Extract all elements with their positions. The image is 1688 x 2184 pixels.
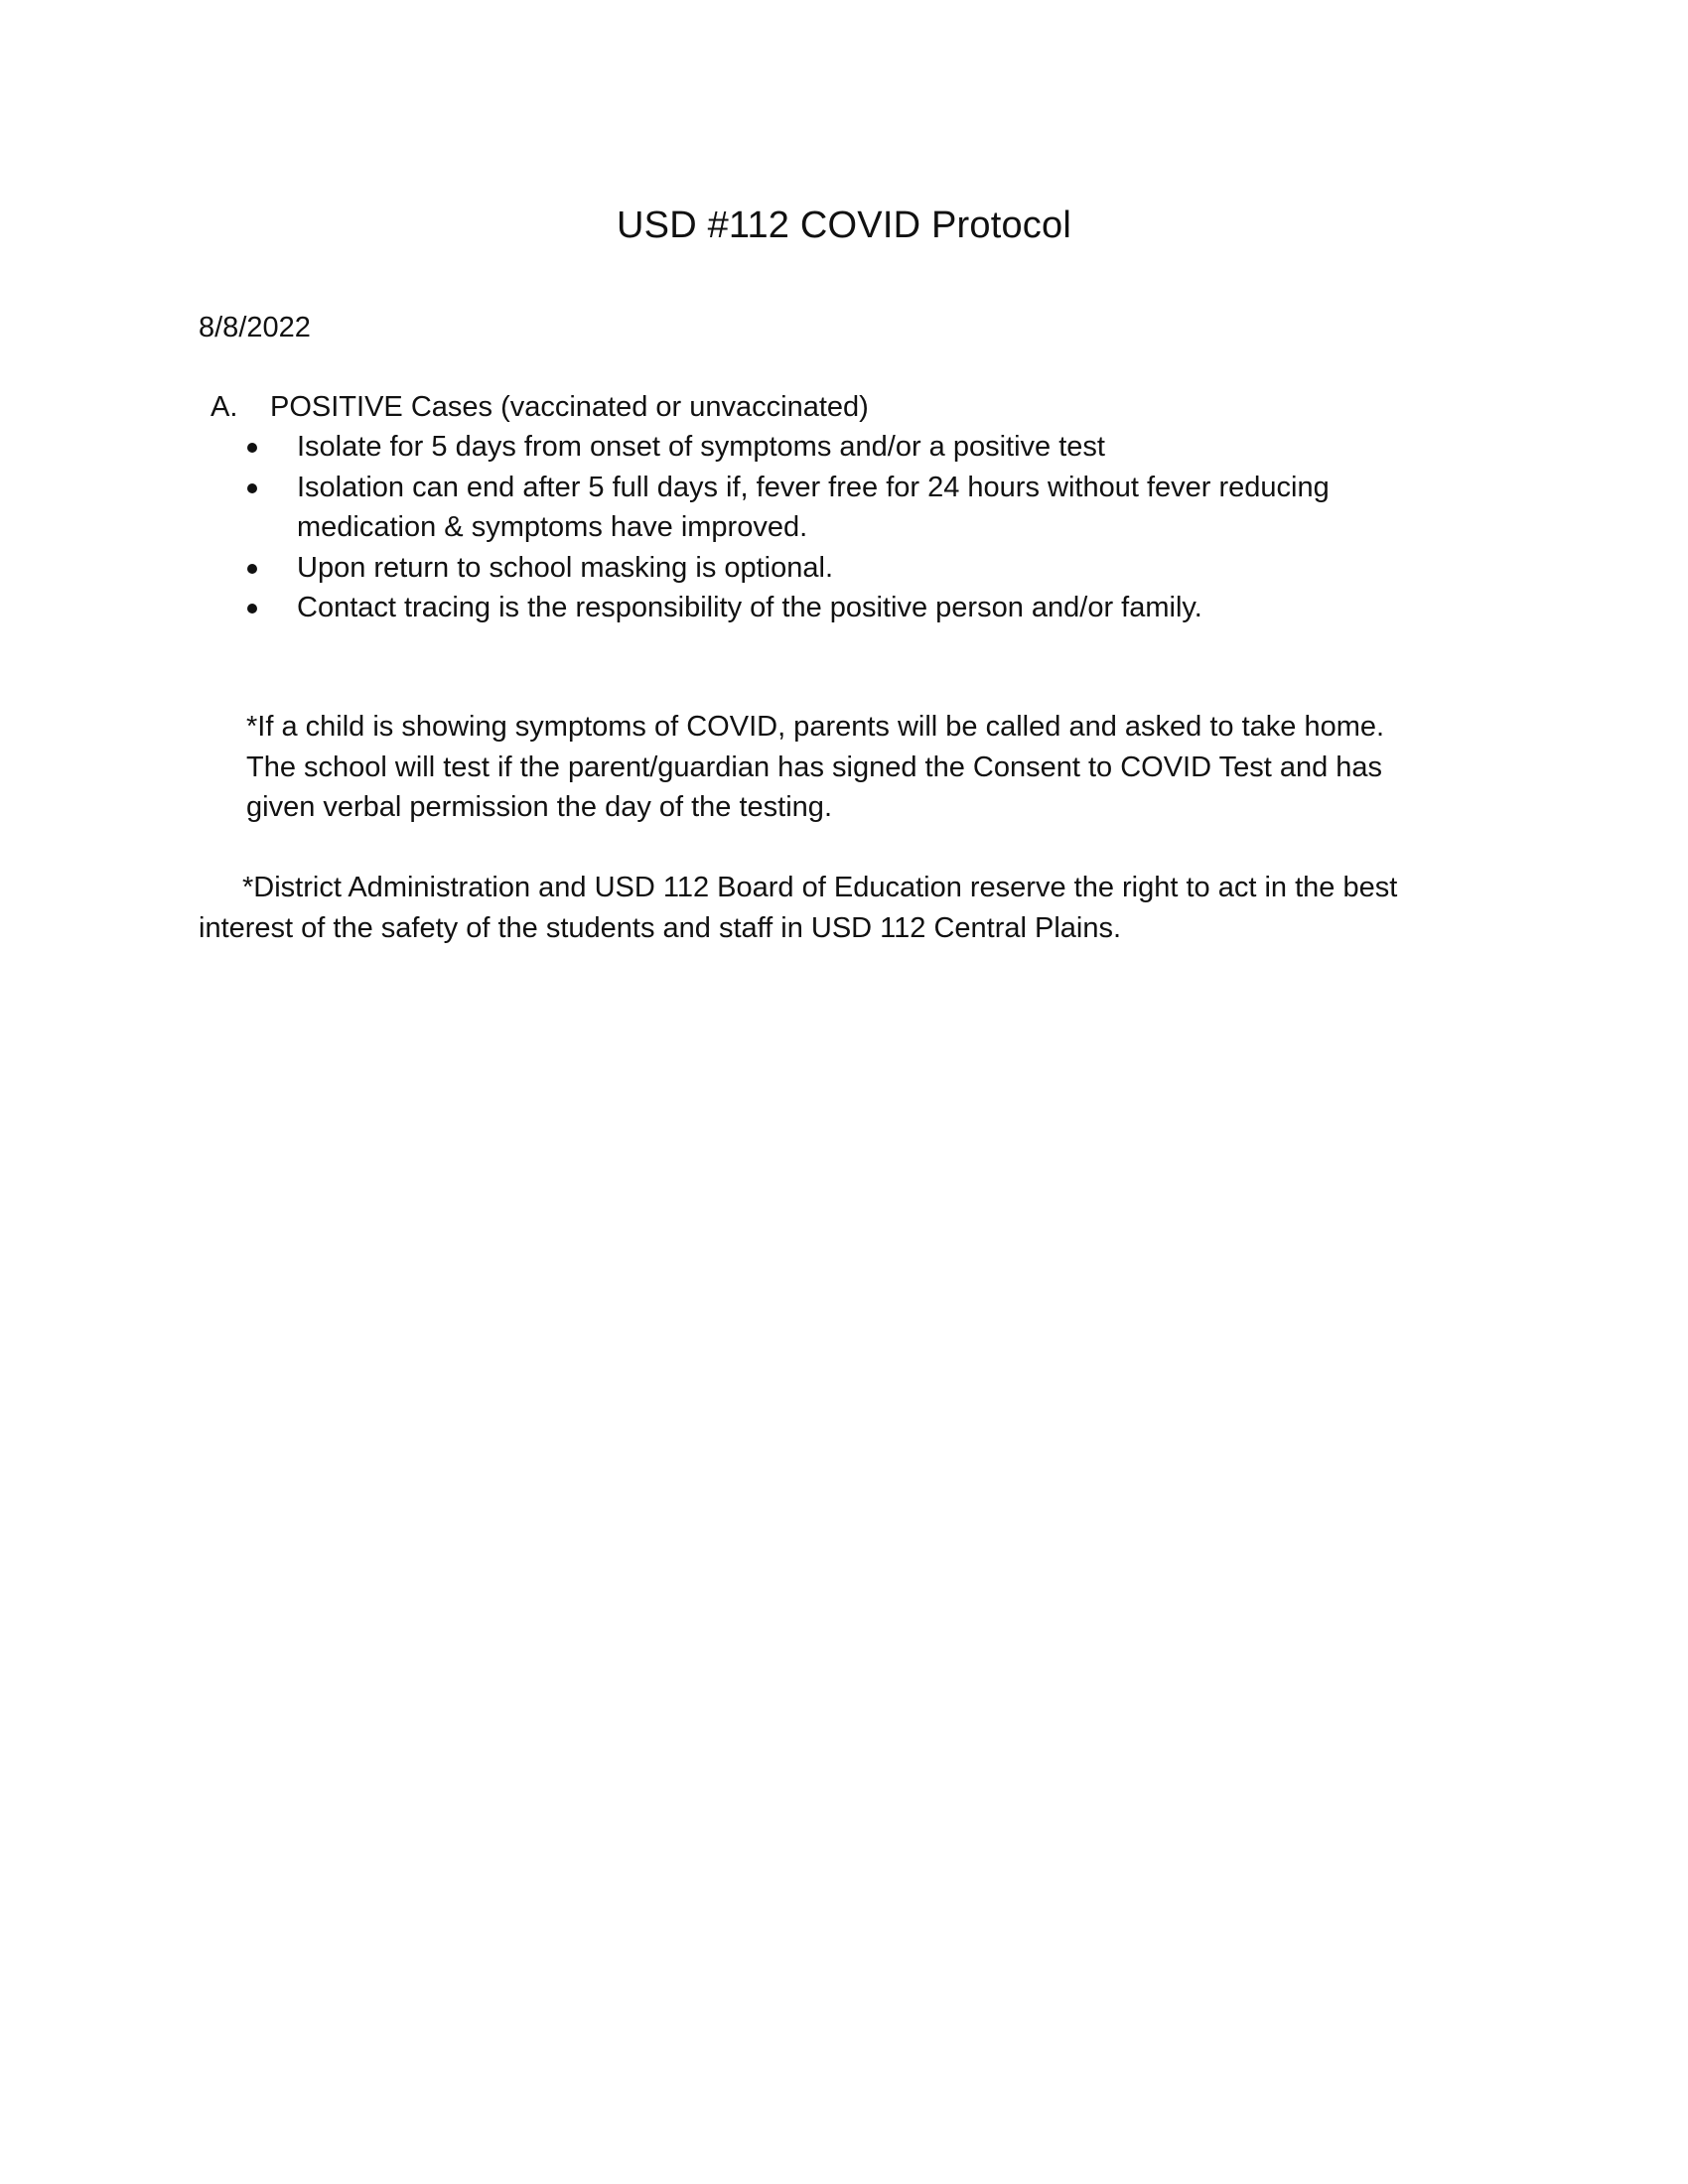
positive-cases-list: [243, 427, 1435, 628]
note-line: The school will test if the parent/guardian has signed the Consent to COVID Test and has: [246, 751, 1383, 783]
list-item: [243, 588, 1435, 628]
bullet-icon: [247, 604, 257, 614]
note-line: given verbal permission the day of the testing.: [246, 791, 832, 823]
section-heading: [211, 387, 1501, 427]
note-line: *If a child is showing symptoms of COVID, parents will be called and asked to take home.: [246, 711, 1385, 743]
section-positive-cases: [211, 387, 1501, 427]
footer-line: *District Administration and USD 112 Board of Education reserve the right to act in the best: [242, 872, 1398, 903]
footer-line: interest of the safety of the students and staff in USD 112 Central Plains.: [199, 911, 1122, 944]
bullet-icon: [247, 483, 257, 493]
section-title: POSITIVE Cases (vaccinated or unvaccinated): [270, 391, 869, 423]
administration-note: [199, 868, 1509, 948]
symptoms-note: [246, 707, 1497, 828]
list-item-text: Contact tracing is the responsibility of the positive person and/or family.: [297, 592, 1202, 623]
list-item-text: Upon return to school masking is optional.: [297, 551, 834, 584]
list-item: [243, 427, 1435, 468]
list-item-text: Isolate for 5 days from onset of symptoms and/or a positive test: [297, 431, 1105, 463]
section-letter: A.: [211, 391, 238, 423]
document-date: 8/8/2022: [199, 312, 311, 343]
page-title: USD #112 COVID Protocol: [617, 205, 1071, 246]
bullet-icon: [247, 564, 257, 574]
list-item: [243, 468, 1435, 548]
list-item-text: Isolation can end after 5 full days if, fever free for 24 hours without fever reducing medication & symptoms have improved.: [297, 471, 1330, 543]
list-item: [243, 548, 1435, 589]
bullet-icon: [247, 443, 257, 453]
